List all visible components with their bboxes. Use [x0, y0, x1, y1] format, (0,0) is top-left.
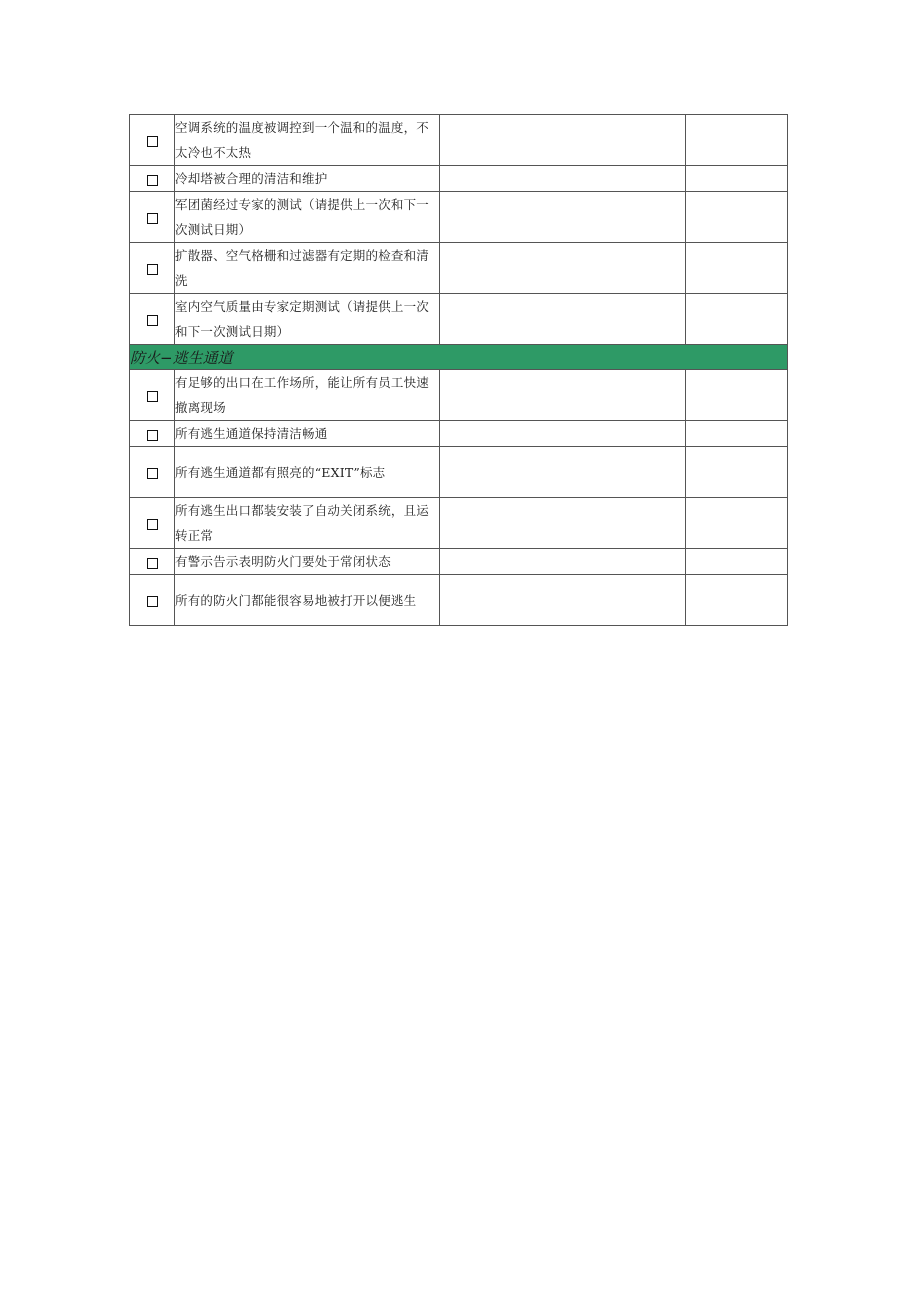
table-row: [130, 243, 788, 294]
checkbox[interactable]: [147, 264, 158, 275]
notes-cell[interactable]: [686, 243, 788, 294]
item-text: 有足够的出口在工作场所，能让所有员工快速撤离现场: [175, 370, 440, 421]
notes-cell[interactable]: [686, 166, 788, 192]
notes-cell[interactable]: [686, 549, 788, 575]
item-text: 室内空气质量由专家定期测试（请提供上一次和下一次测试日期）: [175, 294, 440, 345]
remarks-cell[interactable]: [440, 421, 686, 447]
item-text: 军团菌经过专家的测试（请提供上一次和下一次测试日期）: [175, 192, 440, 243]
checkbox-cell: [130, 575, 175, 626]
checkbox-cell: [130, 498, 175, 549]
item-text: 冷却塔被合理的清洁和维护: [175, 166, 440, 192]
item-text: 扩散器、空气格栅和过滤器有定期的检查和清洗: [175, 243, 440, 294]
section-title: 防火−逃生通道: [130, 345, 788, 370]
checkbox-cell: [130, 243, 175, 294]
remarks-cell[interactable]: [440, 549, 686, 575]
checkbox-cell: [130, 421, 175, 447]
notes-cell[interactable]: [686, 115, 788, 166]
remarks-cell[interactable]: [440, 370, 686, 421]
notes-cell[interactable]: [686, 294, 788, 345]
remarks-cell[interactable]: [440, 166, 686, 192]
table-row: [130, 549, 788, 575]
table-row: [130, 498, 788, 549]
item-text: 所有逃生通道保持清洁畅通: [175, 421, 440, 447]
section-header-row: [130, 345, 788, 370]
checkbox-cell: [130, 166, 175, 192]
notes-cell[interactable]: [686, 421, 788, 447]
checkbox-cell: [130, 294, 175, 345]
checkbox-cell: [130, 192, 175, 243]
checkbox-cell: [130, 549, 175, 575]
notes-cell[interactable]: [686, 498, 788, 549]
checklist-table: [129, 114, 788, 626]
remarks-cell[interactable]: [440, 447, 686, 498]
table-row: [130, 115, 788, 166]
remarks-cell[interactable]: [440, 294, 686, 345]
notes-cell[interactable]: [686, 192, 788, 243]
checkbox-cell: [130, 447, 175, 498]
checkbox[interactable]: [147, 175, 158, 186]
remarks-cell[interactable]: [440, 498, 686, 549]
checkbox[interactable]: [147, 391, 158, 402]
item-text: 所有的防火门都能很容易地被打开以便逃生: [175, 575, 440, 626]
remarks-cell[interactable]: [440, 243, 686, 294]
table-row: [130, 192, 788, 243]
remarks-cell[interactable]: [440, 115, 686, 166]
table-row: [130, 575, 788, 626]
table-row: [130, 421, 788, 447]
table-row: [130, 370, 788, 421]
item-text: 有警示告示表明防火门要处于常闭状态: [175, 549, 440, 575]
notes-cell[interactable]: [686, 447, 788, 498]
checkbox[interactable]: [147, 430, 158, 441]
remarks-cell[interactable]: [440, 575, 686, 626]
checkbox[interactable]: [147, 213, 158, 224]
item-text: 所有逃生通道都有照亮的“EXIT”标志: [175, 447, 440, 498]
table-row: [130, 447, 788, 498]
checkbox-cell: [130, 115, 175, 166]
remarks-cell[interactable]: [440, 192, 686, 243]
checkbox[interactable]: [147, 315, 158, 326]
checkbox-cell: [130, 370, 175, 421]
table-row: [130, 294, 788, 345]
checkbox[interactable]: [147, 519, 158, 530]
notes-cell[interactable]: [686, 370, 788, 421]
notes-cell[interactable]: [686, 575, 788, 626]
item-text: 所有逃生出口都装安装了自动关闭系统，且运转正常: [175, 498, 440, 549]
checkbox[interactable]: [147, 558, 158, 569]
table-row: [130, 166, 788, 192]
checkbox[interactable]: [147, 136, 158, 147]
checkbox[interactable]: [147, 468, 158, 479]
item-text: 空调系统的温度被调控到一个温和的温度，不太冷也不太热: [175, 115, 440, 166]
checkbox[interactable]: [147, 596, 158, 607]
